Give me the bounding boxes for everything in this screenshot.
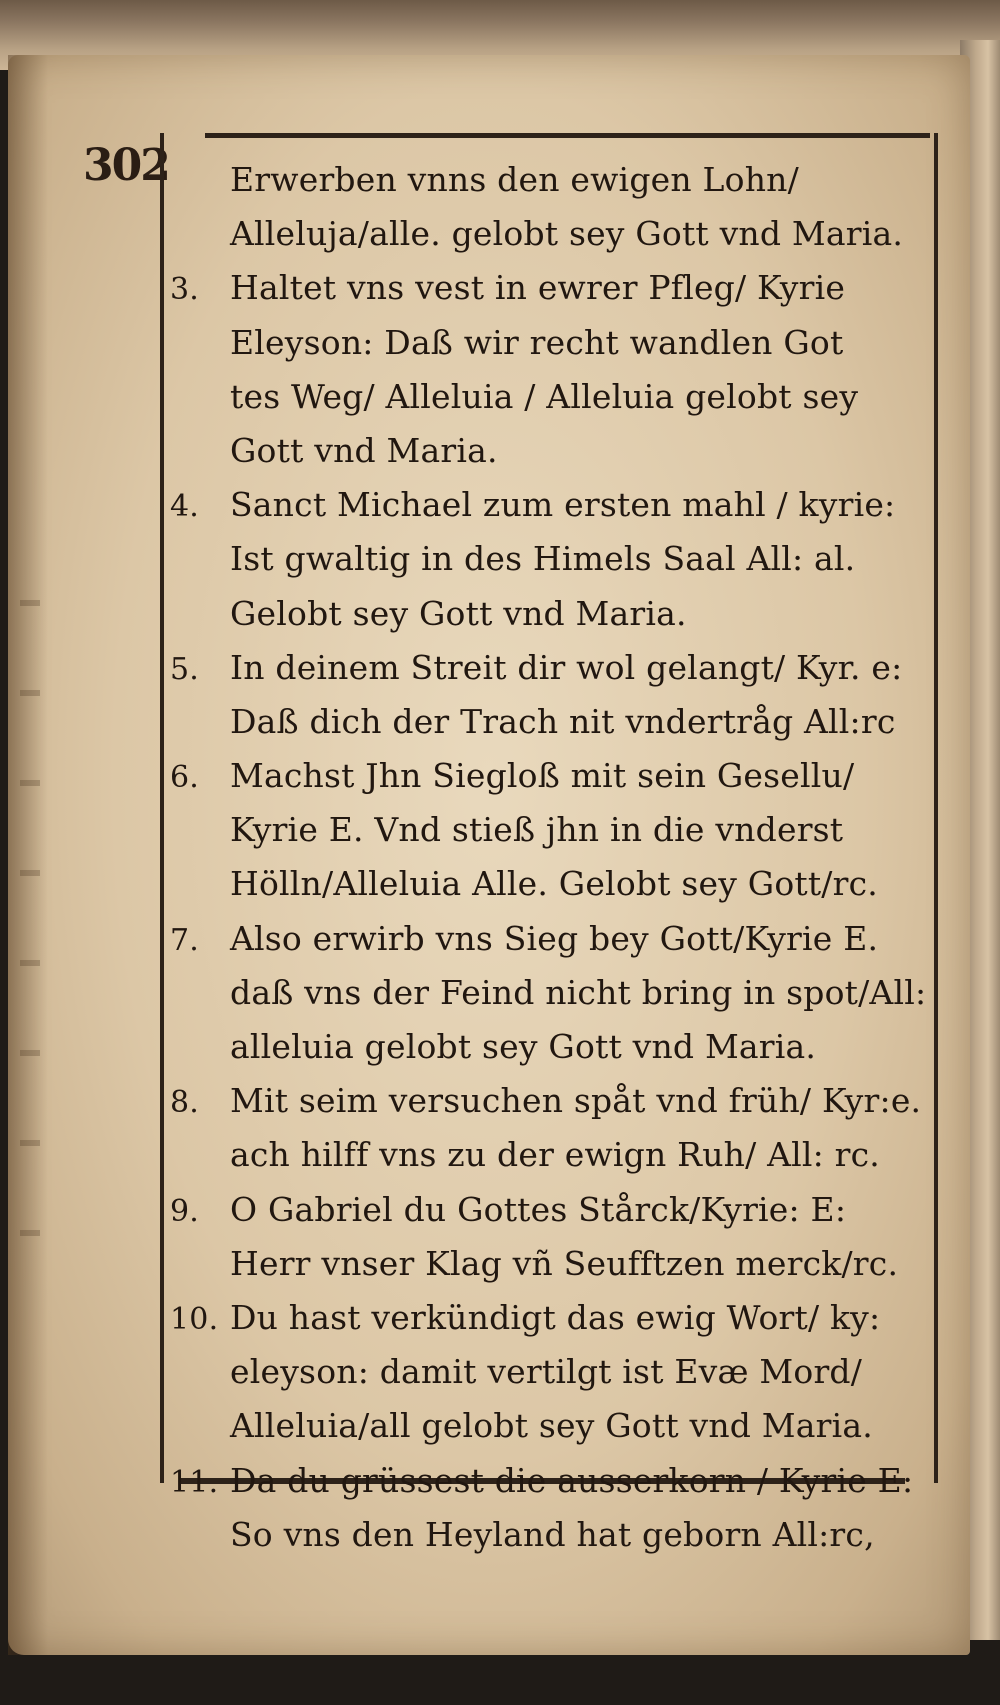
text-line: [170, 1345, 930, 1399]
line-text: Alleluia/all gelobt sey Gott vnd Maria.: [230, 1406, 873, 1446]
line-text: Mit seim versuchen spåt vnd früh/ Kyr:e.: [230, 1081, 922, 1121]
line-text: Du hast verkündigt das ewig Wort/ ky:: [230, 1297, 881, 1337]
text-line: [170, 966, 930, 1020]
line-text: Daß dich der Trach nit vndertråg All:rc: [230, 701, 896, 741]
line-text: Erwerben vnns den ewigen Lohn/: [230, 160, 799, 199]
line-text: daß vns der Feind nicht bring in spot/All:: [230, 972, 927, 1012]
line-text: Kyrie E. Vnd stieß jhn in die vnderst: [230, 810, 844, 850]
verse-number: 7.: [170, 922, 200, 958]
verse-number: 6.: [170, 760, 200, 796]
hymn-text: [170, 153, 930, 1562]
line-text: Da du grüssest die ausserkorn / Kyrie E:: [230, 1460, 914, 1500]
verse-number: 11.: [170, 1464, 219, 1500]
text-line: [170, 1454, 930, 1508]
line-text: O Gabriel du Gottes Stårck/Kyrie: E:: [230, 1189, 847, 1229]
text-line: [170, 1237, 930, 1291]
text-line: [170, 370, 930, 424]
line-text: Sanct Michael zum ersten mahl / kyrie:: [230, 485, 896, 525]
line-text: Hölln/Alleluia Alle. Gelobt sey Gott/rc.: [230, 864, 878, 904]
line-text: So vns den Heyland hat geborn All:rc,: [230, 1514, 875, 1554]
line-text: Also erwirb vns Sieg bey Gott/Kyrie E.: [230, 918, 879, 958]
line-text: Herr vnser Klag vñ Seufftzen merck/rc.: [230, 1243, 899, 1283]
text-line: [170, 587, 930, 641]
verse-number: 10.: [170, 1301, 219, 1337]
text-line: [170, 749, 930, 803]
text-line: [170, 1128, 930, 1182]
line-text: Alleluja/alle. gelobt sey Gott vnd Maria.: [230, 214, 904, 254]
text-line: [170, 1074, 930, 1128]
line-text: ach hilff vns zu der ewign Ruh/ All: rc.: [230, 1135, 881, 1175]
text-line: [170, 424, 930, 478]
line-text: Ist gwaltig in des Himels Saal All: al.: [230, 539, 856, 579]
text-line: [170, 641, 930, 695]
text-line: [170, 153, 930, 207]
line-text: alleluia gelobt sey Gott vnd Maria.: [230, 1027, 817, 1066]
text-line: [170, 478, 930, 532]
page-number: 302: [83, 140, 169, 191]
top-rule: [205, 133, 930, 138]
verse-number: 3.: [170, 272, 200, 308]
line-text: In deinem Streit dir wol gelangt/ Kyr. e:: [230, 647, 903, 687]
text-line: [170, 1508, 930, 1562]
text-line: [170, 803, 930, 857]
text-line: [170, 261, 930, 315]
line-text: Machst Jhn Siegloß mit sein Gesellu/: [230, 756, 855, 796]
text-line: [170, 532, 930, 586]
line-text: Gelobt sey Gott vnd Maria.: [230, 593, 687, 633]
verse-number: 4.: [170, 489, 200, 525]
verse-number: 8.: [170, 1085, 200, 1121]
text-line: [170, 695, 930, 749]
line-text: Gott vnd Maria.: [230, 430, 498, 470]
line-text: eleyson: damit vertilgt ist Evæ Mord/: [230, 1352, 863, 1392]
line-text: Haltet vns vest in ewrer Pfleg/ Kyrie: [230, 268, 846, 308]
text-line: [170, 857, 930, 911]
line-text: tes Weg/ Alleluia / Alleluia gelobt sey: [230, 376, 859, 416]
margin-marks: [20, 600, 40, 1300]
verse-number: 9.: [170, 1193, 200, 1229]
text-line: [170, 1399, 930, 1453]
text-line: [170, 1291, 930, 1345]
text-line: [170, 207, 930, 261]
text-line: [170, 1183, 930, 1237]
verse-number: 5.: [170, 651, 200, 687]
text-line: [170, 1020, 930, 1074]
line-text: Eleyson: Daß wir recht wandlen Got: [230, 322, 844, 362]
text-line: [170, 912, 930, 966]
text-line: [170, 316, 930, 370]
